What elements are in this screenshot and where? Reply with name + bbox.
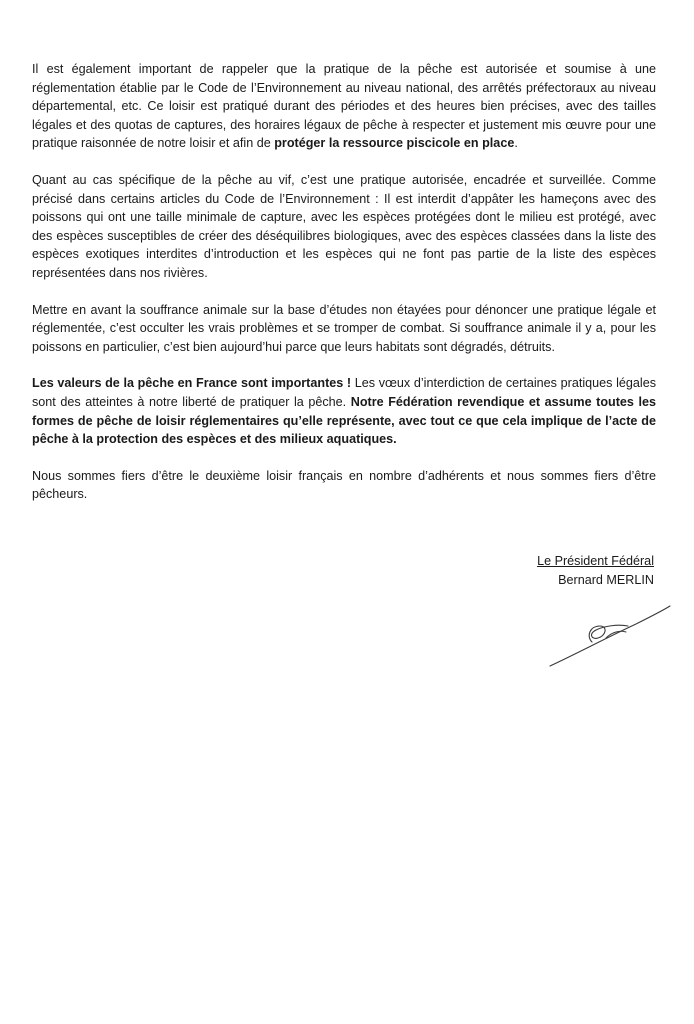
text-segment-bold: protéger la ressource piscicole en place [274, 136, 515, 151]
text-segment: Quant au cas spécifique de la pêche au vif, c’est une pratique autorisée, encadrée et surveillée. Comme précisé dans certains articles du Code de l’Environnement : Il est interdit d’appâter les hameçons avec des poissons qui ont une taille minimale de capture, avec les espèces protégées dont le milieu est protégé, avec des espèces susceptibles de créer des déséquilibres biologiques, avec des espèces classées dans la liste des espèces exotiques interdites d’introduction et les espèces qui ne font pas partie de la liste des espèces représentées dans nos rivières. [32, 172, 656, 280]
text-segment: Nous sommes fiers d’être le deuxième loisir français en nombre d’adhérents et nous sommes fiers d’être pêcheurs. [32, 468, 656, 502]
paragraph-values [32, 374, 656, 448]
text-segment: Mettre en avant la souffrance animale sur la base d’études non étayées pour dénoncer une pratique légale et réglementée, c’est occulter les vrais problèmes et se tromper de combat. Si souffrance animale il y a, pour les poissons en particulier, c’est bien aujourd’hui parce que leurs habitats sont dégradés, détruits. [32, 302, 656, 354]
text-segment: Les vœux d’interdiction de certaines pratiques légales sont des atteintes à notre liberté de pratiquer la pêche. [32, 376, 657, 409]
text-segment: Il est également important de rappeler que la pratique de la pêche est autorisée et soumise à une réglementation établie par le Code de l’Environnement au niveau national, des arrêtés préfectoraux au niveau départemental, etc. Ce loisir est pratiqué durant des périodes et des heures bien précises, avec des tailles légales et des quotas de captures, des horaires légaux de pêche à respecter et justement mis œuvre pour une pratique raisonnée de notre loisir et afin de [32, 62, 656, 151]
paragraph-animal-suffering [32, 301, 656, 357]
text-segment-bold: Notre Fédération revendique et assume toutes les formes de pêche de loisir réglementaires qu’elle représente, avec tout ce que cela implique de l’acte de pêche à la protection des espèces et des milieux aquatiques. [32, 394, 657, 447]
document-body [32, 60, 656, 522]
signature-block [537, 552, 654, 589]
handwritten-signature [546, 602, 672, 672]
signatory-title: Le Président Fédéral [537, 554, 654, 568]
paragraph-regulation [32, 60, 656, 153]
text-segment-bold: Les valeurs de la pêche en France sont importantes ! [32, 376, 352, 391]
paragraph-pride [32, 467, 656, 504]
text-segment: . [514, 136, 518, 151]
paragraph-live-bait [32, 171, 656, 283]
signatory-name: Bernard MERLIN [558, 572, 654, 587]
